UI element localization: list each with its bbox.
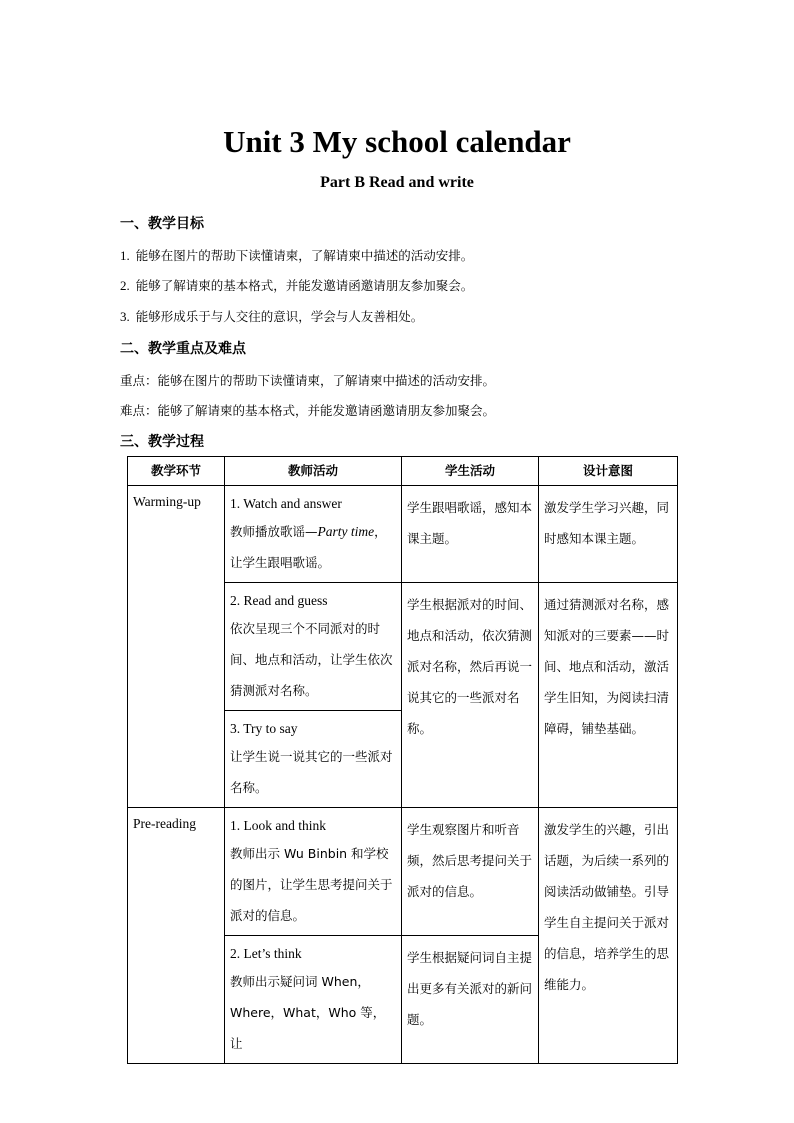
header-stage: 教学环节 <box>128 457 225 486</box>
teacher-activity-text: 依次呈现三个不同派对的时间、地点和活动，让学生依次猜测派对名称。 <box>230 621 393 698</box>
teacher-activity-cell <box>225 583 402 711</box>
objective-number: 1. <box>120 248 130 263</box>
objective-number: 2. <box>120 278 130 293</box>
teacher-activity-text <box>230 524 387 570</box>
process-heading: 三、教学过程 <box>120 434 204 450</box>
objectives-heading: 一、教学目标 <box>120 216 204 232</box>
objective-text: 能够了解请柬的基本格式，并能发邀请函邀请朋友参加聚会。 <box>135 278 474 293</box>
student-activity-cell: 学生根据疑问词自主提出更多有关派对的新问题。 <box>402 936 539 1064</box>
teacher-text-part: 教师播放歌谣— <box>230 524 318 539</box>
document-title: Unit 3 My school calendar <box>223 124 571 159</box>
header-student-activity: 学生活动 <box>402 457 539 486</box>
teacher-text-part: ，让学生跟唱歌谣。 <box>230 524 387 570</box>
document-subtitle: Part B Read and write <box>320 174 474 191</box>
step-title: 1. Watch and answer <box>230 496 342 511</box>
header-teacher-activity: 教师活动 <box>225 457 402 486</box>
stage-pre-reading: Pre-reading <box>128 808 225 1064</box>
step-title: 2. Read and guess <box>230 593 328 608</box>
teacher-activity-text: 教师出示 Wu Binbin 和学校的图片，让学生思考提问关于派对的信息。 <box>230 846 393 923</box>
lesson-process-table <box>127 456 678 1064</box>
design-intent-cell: 激发学生的兴趣，引出话题，为后续一系列的阅读活动做铺垫。引导学生自主提问关于派对的信息，培养学生的思维能力。 <box>539 808 678 1064</box>
student-activity-cell: 学生观察图片和听音频，然后思考提问关于派对的信息。 <box>402 808 539 936</box>
objective-item <box>120 307 423 325</box>
stage-warming-up: Warming-up <box>128 486 225 808</box>
song-title: Party time <box>317 524 375 539</box>
step-title: 1. Look and think <box>230 818 326 833</box>
key-point-focus: 重点：能够在图片的帮助下读懂请柬，了解请柬中描述的活动安排。 <box>120 373 496 388</box>
table-row <box>128 808 678 936</box>
student-activity-cell: 学生跟唱歌谣，感知本课主题。 <box>402 486 539 583</box>
step-title: 2. Let’s think <box>230 946 302 961</box>
objective-item <box>120 276 473 294</box>
teacher-activity-cell <box>225 486 402 583</box>
objective-text: 能够在图片的帮助下读懂请柬，了解请柬中描述的活动安排。 <box>135 248 474 263</box>
objective-text: 能够形成乐于与人交往的意识，学会与人友善相处。 <box>135 309 424 324</box>
teacher-activity-cell <box>225 711 402 808</box>
key-points-heading: 二、教学重点及难点 <box>120 341 246 357</box>
teacher-activity-cell <box>225 936 402 1064</box>
teacher-activity-cell <box>225 808 402 936</box>
key-point-difficulty: 难点：能够了解请柬的基本格式，并能发邀请函邀请朋友参加聚会。 <box>120 403 496 418</box>
design-intent-cell: 激发学生学习兴趣，同时感知本课主题。 <box>539 486 678 583</box>
teacher-activity-text: 让学生说一说其它的一些派对名称。 <box>230 749 393 795</box>
objective-number: 3. <box>120 309 130 324</box>
table-row <box>128 486 678 583</box>
table-header-row <box>128 457 678 486</box>
design-intent-cell: 通过猜测派对名称，感知派对的三要素——时间、地点和活动，激活学生旧知，为阅读扫清障碍，铺垫基础。 <box>539 583 678 808</box>
objective-item <box>120 246 473 264</box>
teacher-activity-text: 教师出示疑问词 When，Where，What，Who 等，让 <box>230 974 386 1051</box>
header-design-intent: 设计意图 <box>539 457 678 486</box>
step-title: 3. Try to say <box>230 721 298 736</box>
student-activity-cell: 学生根据派对的时间、地点和活动，依次猜测派对名称，然后再说一说其它的一些派对名称。 <box>402 583 539 808</box>
